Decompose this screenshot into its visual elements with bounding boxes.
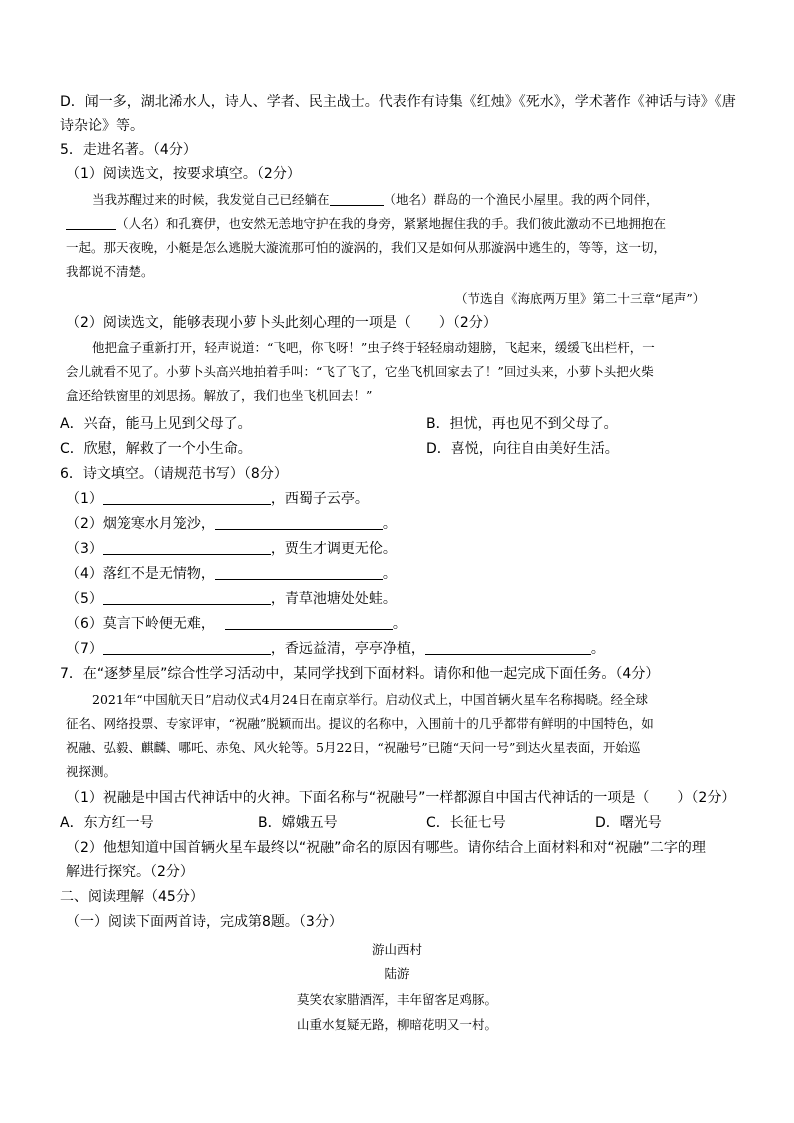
answer-blank[interactable] — [225, 615, 393, 630]
item-number: （1） — [66, 491, 103, 507]
q7-option-a[interactable]: A．东方红一号 — [60, 815, 154, 831]
q5-option-d[interactable]: D．喜悦，向往自由美好生活。 — [426, 441, 619, 457]
answer-blank[interactable] — [103, 540, 271, 555]
q5-title: 5．走进名著。（4分） — [60, 142, 197, 158]
item-number: （6） — [66, 616, 103, 632]
poem-author: 陆游 — [384, 966, 410, 981]
q5-passage-line3: 一起。那天夜晚，小艇是怎么逃脱大漩流那可怕的漩涡的，我们又是如何从那漩涡中逃生的，等等，这一切， — [66, 240, 667, 255]
item-text: 。 — [590, 641, 605, 657]
q7-material-line4: 视探测。 — [66, 764, 117, 779]
passage-text: 当我苏醒过来的时候，我发觉自己已经躺在 — [92, 192, 330, 207]
item-text: ，青草池塘处处蛙。 — [270, 591, 397, 607]
q5-passage-line2 — [66, 214, 666, 234]
q5-part1-prompt: （1）阅读选文，按要求填空。（2分） — [66, 166, 301, 182]
q6-item-6 — [66, 614, 407, 634]
q6-item-5 — [66, 589, 397, 609]
answer-blank[interactable] — [215, 515, 383, 530]
q7-option-d[interactable]: D．曙光号 — [595, 815, 662, 831]
section-2-subtitle: （一）阅读下面两首诗，完成第8题。（3分） — [66, 914, 343, 930]
q6-item-2 — [66, 514, 397, 534]
answer-blank[interactable] — [103, 590, 271, 605]
option-d-line1: D．闻一多，湖北浠水人，诗人、学者、民主战士。代表作有诗集《红烛》《死水》，学术著作《神话与诗》《唐 — [60, 94, 736, 110]
q5-passage-line1 — [92, 190, 659, 210]
item-text: 。 — [382, 566, 397, 582]
q7-part2-line1: （2）他想知道中国首辆火星车最终以“祝融”命名的原因有哪些。请你结合上面材料和对“祝融”二字的理 — [66, 840, 706, 856]
q7-part2-line2: 解进行探究。（2分） — [66, 864, 194, 880]
item-text: 。 — [392, 616, 407, 632]
item-number: （3） — [66, 541, 103, 557]
q7-option-b[interactable]: B．嫦娥五号 — [258, 815, 338, 831]
poem-line-2: 山重水复疑无路，柳暗花明又一村。 — [296, 1017, 497, 1032]
item-text: ，香远益清，亭亭净植， — [270, 641, 425, 657]
q5-part2-prompt: （2）阅读选文，能够表现小萝卜头此刻心理的一项是（ ）（2分） — [66, 315, 497, 331]
item-text: 。 — [382, 516, 397, 532]
q5-part2-line1: 他把盒子重新打开，轻声说道：“飞吧，你飞呀！”虫子终于轻轻扇动翅膀，飞起来，缓缓飞出栏杆，一 — [92, 340, 655, 355]
item-number: （2） — [66, 516, 103, 532]
item-text: 莫言下岭便无难， — [102, 616, 215, 632]
q5-passage-line4: 我都说不清楚。 — [66, 264, 154, 279]
item-number: （5） — [66, 591, 103, 607]
q5-part2-line2: 会儿就看不见了。小萝卜头高兴地拍着手叫：“飞了飞了，它坐飞机回家去了！”回过头来，小萝卜头把火柴 — [66, 364, 654, 379]
item-text: ，西蜀子云亭。 — [270, 491, 369, 507]
section-2-title: 二、阅读理解（45分） — [60, 889, 204, 905]
item-text: 烟笼寒水月笼沙， — [102, 516, 215, 532]
q5-option-b[interactable]: B．担忧，再也见不到父母了。 — [426, 416, 618, 432]
q5-passage-source: （节选自《海底两万里》第二十三章“尾声”） — [455, 291, 706, 306]
answer-blank[interactable] — [425, 640, 591, 655]
poem-title: 游山西村 — [371, 942, 422, 957]
q7-part1-prompt: （1）祝融是中国古代神话中的火神。下面名称与“祝融号”一样都源自中国古代神话的一项是（ ）（2分） — [66, 790, 736, 806]
item-number: （4） — [66, 566, 103, 582]
q6-item-3 — [66, 539, 397, 559]
item-text: ，贾生才调更无伦。 — [270, 541, 397, 557]
q5-part2-line3: 盒还给铁窗里的刘思扬。解放了，我们也坐飞机回去！” — [66, 388, 373, 403]
item-text: 落红不是无情物， — [102, 566, 215, 582]
q7-material-line1: 2021年“中国航天日”启动仪式4月24日在南京举行。启动仪式上，中国首辆火星车名称揭晓。经全球 — [92, 692, 648, 707]
q7-title: 7．在“逐梦星辰”综合性学习活动中，某同学找到下面材料。请你和他一起完成下面任务。（4分） — [60, 666, 660, 682]
q7-material-line3: 祝融、弘毅、麒麟、哪吒、赤兔、风火轮等。5月22日，“祝融号”已随“天问一号”到达火星表面，开始巡 — [66, 740, 641, 755]
q6-item-1 — [66, 489, 369, 509]
q6-title: 6．诗文填空。（请规范书写）（8分） — [60, 466, 288, 482]
passage-text: （人名）和孔赛伊，也安然无恙地守护在我的身旁，紧紧地握住我的手。我们彼此激动不已地拥抱在 — [116, 216, 667, 231]
poem-line-1: 莫笑农家腊酒浑，丰年留客足鸡豚。 — [296, 992, 497, 1007]
q7-material-line2: 征名、网络投票、专家评审，“祝融”脱颖而出。提议的名称中，入围前十的几乎都带有鲜明的中国特色，如 — [66, 716, 654, 731]
option-d-line2: 诗杂论》等。 — [60, 118, 144, 134]
q5-option-c[interactable]: C．欣慰，解救了一个小生命。 — [60, 441, 252, 457]
q6-item-7 — [66, 639, 605, 659]
answer-blank[interactable] — [103, 640, 271, 655]
answer-blank[interactable] — [103, 490, 271, 505]
passage-text: （地名）群岛的一个渔民小屋里。我的两个同伴， — [383, 192, 659, 207]
item-number: （7） — [66, 641, 103, 657]
place-blank[interactable] — [330, 191, 384, 206]
q5-option-a[interactable]: A．兴奋，能马上见到父母了。 — [60, 416, 252, 432]
q6-item-4 — [66, 564, 397, 584]
answer-blank[interactable] — [215, 565, 383, 580]
name-blank[interactable] — [66, 215, 116, 230]
q7-option-c[interactable]: C．长征七号 — [426, 815, 506, 831]
